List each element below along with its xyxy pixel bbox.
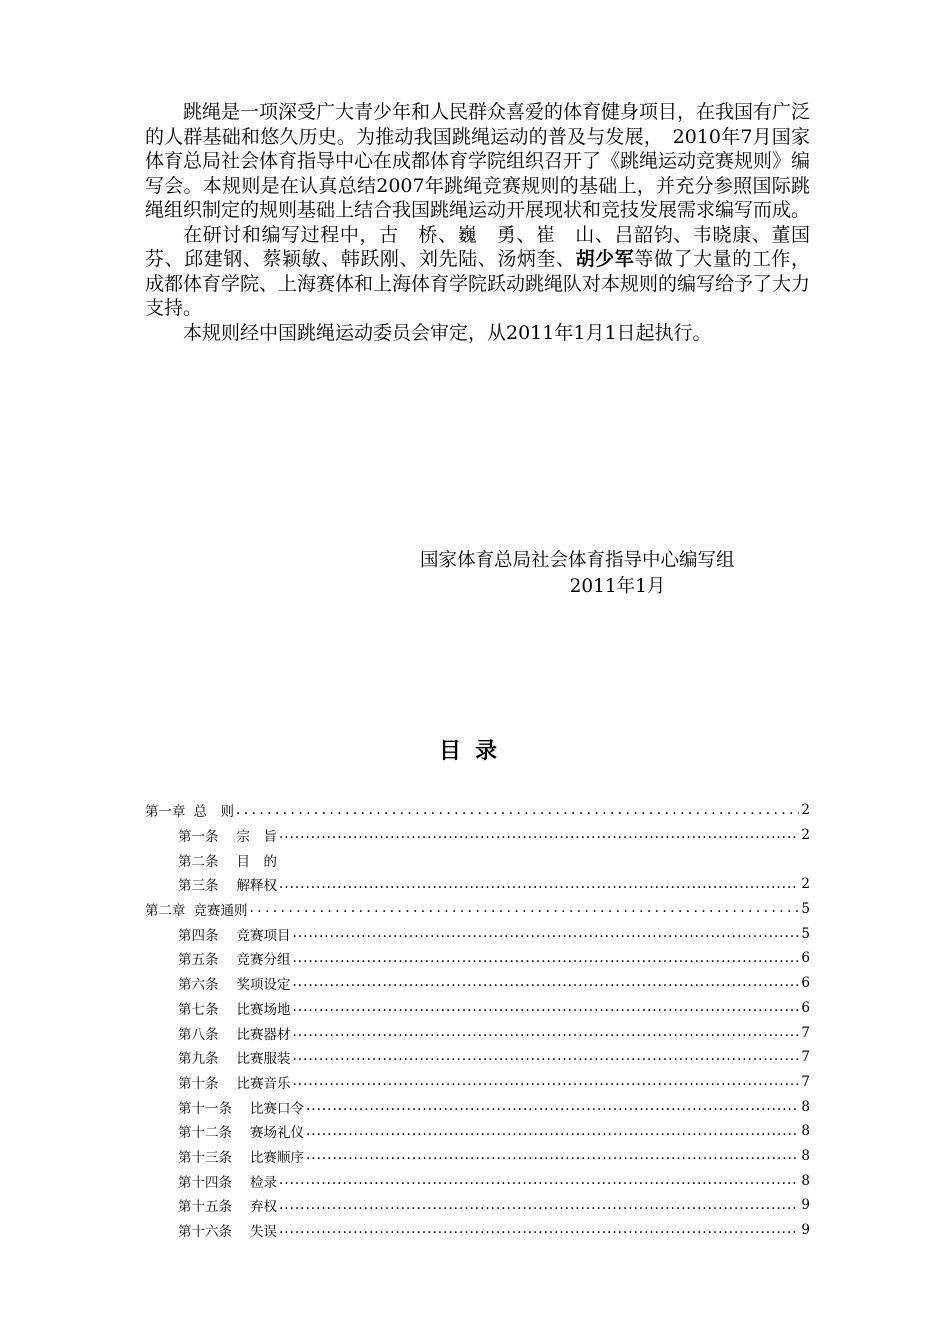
toc-entry[interactable] [145, 823, 810, 848]
toc-leader-dots [293, 999, 800, 1013]
toc-leader-dots [279, 1172, 799, 1186]
toc-entry-page: 2 [801, 802, 810, 819]
toc-entry[interactable] [145, 1070, 810, 1095]
toc-leader-dots [236, 802, 799, 816]
preface-paragraph-1: 跳绳是一项深受广大青少年和人民群众喜爱的体育健身项目，在我国有广泛的人群基础和悠久历史。为推动我国跳绳运动的普及与发展， 2010年7月国家体育总局社会体育指导中心在成都体育学院组织召开了《跳绳运动竞赛规则》编写会。本规则是在认真总结2007年跳绳竞赛规则的基础上，并充分参照国际跳绳组织制定的规则基础上结合我国跳绳运动开展现状和竞技发展需求编写而成。 [145, 101, 811, 221]
toc-entry-title: 比赛服装 [236, 1051, 291, 1068]
toc-entry-number: 第十四条 [178, 1174, 232, 1191]
toc-leader-dots [306, 1123, 799, 1137]
toc-entry-title: 赛场礼仪 [250, 1125, 304, 1142]
toc-entry-title: 宗 旨 [236, 829, 277, 846]
toc-entry[interactable] [145, 1020, 810, 1045]
toc-entry[interactable] [145, 1045, 810, 1070]
toc-entry[interactable] [145, 1119, 810, 1144]
toc-entry[interactable] [145, 1193, 810, 1218]
toc-entry-page: 9 [801, 1222, 810, 1239]
toc-entry[interactable] [145, 946, 810, 971]
toc-entry-number: 第四条 [178, 927, 219, 944]
toc-leader-dots [279, 826, 799, 840]
toc-entry-title: 目 的 [236, 853, 277, 870]
signature-block [420, 548, 805, 600]
toc-entry[interactable] [145, 996, 810, 1021]
toc-entry[interactable] [145, 1144, 810, 1169]
toc-entry-page: 7 [801, 1073, 810, 1090]
toc-entry-title: 比赛器材 [236, 1026, 291, 1043]
toc-leader-dots [293, 974, 800, 988]
toc-entry-number: 第二章 [145, 903, 186, 920]
toc-entry[interactable] [145, 847, 810, 872]
toc-entry-title: 竞赛分组 [236, 952, 291, 969]
toc-entry-page: 6 [801, 950, 810, 967]
toc-leader-dots [279, 1221, 799, 1235]
toc-entry-number: 第七条 [178, 1001, 219, 1018]
toc-leader-dots [279, 1197, 799, 1211]
toc-entry-number: 第二条 [178, 853, 219, 870]
toc-entry-page: 2 [801, 876, 810, 893]
toc-entry-page: 7 [801, 1024, 810, 1041]
toc-entry-number: 第六条 [178, 977, 219, 994]
toc-title: 目录 [438, 739, 511, 764]
toc-leader-dots [279, 876, 799, 890]
toc-leader-dots [293, 925, 800, 939]
toc-entry[interactable] [145, 1218, 810, 1243]
toc-entry[interactable] [145, 798, 810, 823]
toc-entry-number: 第九条 [178, 1051, 219, 1068]
toc-entry-number: 第三条 [178, 878, 219, 895]
toc-entry-page: 8 [801, 1123, 810, 1140]
toc-entry-number: 第八条 [178, 1026, 219, 1043]
toc-entry-title: 竞赛项目 [236, 927, 291, 944]
toc-entry-page: 9 [801, 1197, 810, 1214]
toc-entry-number: 第一条 [178, 829, 219, 846]
toc-entry-title: 失误 [250, 1224, 277, 1241]
toc-entry-title: 弃权 [250, 1199, 277, 1216]
toc-entry[interactable] [145, 921, 810, 946]
toc-entry-number: 第一章 [145, 804, 186, 821]
toc-leader-dots [293, 1073, 800, 1087]
toc-entry-title: 奖项设定 [236, 977, 291, 994]
toc-leader-dots [293, 1048, 800, 1062]
toc-entry-number: 第十三条 [178, 1149, 232, 1166]
toc-entry-title: 解释权 [236, 878, 277, 895]
toc-entry-title: 比赛场地 [236, 1001, 291, 1018]
signature-date: 2011年1月 [569, 576, 666, 597]
toc-entry[interactable] [145, 872, 810, 897]
toc-leader-dots [293, 950, 800, 964]
toc-entry[interactable] [145, 971, 810, 996]
preface-p2-start: 在研讨和编写过程中，古 桥、巍 勇、崔 山、吕韶钧、韦晓康、董国芬、邱建钢、蔡颖敏、韩跃刚、刘先陆、汤炳奎、 [145, 223, 810, 270]
toc-entry[interactable] [145, 1168, 810, 1193]
preface-p2-end: 等做了大量的工作，成都体育学院、上海赛体和上海体育学院跃动跳绳队对本规则的编写给予了大力支持。 [145, 248, 811, 319]
toc-entry-page: 6 [801, 975, 810, 992]
toc-leader-dots [306, 1147, 799, 1161]
toc-entry-title: 总 则 [193, 804, 234, 821]
toc-entry-number: 第十一条 [178, 1100, 232, 1117]
toc-entry-page: 6 [801, 999, 810, 1016]
preface-p2-bold-name: 胡少军 [575, 248, 635, 270]
toc-entry-page: 2 [801, 827, 810, 844]
toc-entry-title: 比赛顺序 [250, 1149, 304, 1166]
toc-entry-number: 第五条 [178, 952, 219, 969]
toc-entry-page: 8 [801, 1172, 810, 1189]
toc-entry-number: 第十二条 [178, 1125, 232, 1142]
toc-entry-page: 8 [801, 1098, 810, 1115]
toc-entry-number: 第十六条 [178, 1224, 232, 1241]
preface-paragraph-2 [145, 223, 810, 321]
toc-leader-dots [306, 1098, 799, 1112]
toc-entry-page: 8 [801, 1147, 810, 1164]
signature-org: 国家体育总局社会体育指导中心编写组 [420, 550, 735, 571]
toc-entry-number: 第十五条 [178, 1199, 232, 1216]
toc-entry[interactable] [145, 897, 810, 922]
toc-leader-dots [250, 900, 800, 914]
toc-entry-number: 第十条 [178, 1075, 219, 1092]
preface-paragraph-3: 本规则经中国跳绳运动委员会审定，从2011年1月1日起执行。 [183, 321, 712, 344]
toc-entry-title: 竞赛通则 [193, 903, 248, 920]
toc-entry-title: 检录 [250, 1174, 277, 1191]
table-of-contents [145, 798, 810, 1242]
toc-entry[interactable] [145, 1094, 810, 1119]
toc-leader-dots [293, 1024, 800, 1038]
preface [145, 100, 810, 345]
toc-entry-page: 7 [801, 1049, 810, 1066]
toc-entry-page: 5 [801, 901, 810, 918]
toc-entry-title: 比赛音乐 [236, 1075, 291, 1092]
toc-entry-page: 5 [801, 925, 810, 942]
toc-entry-title: 比赛口令 [250, 1100, 304, 1117]
